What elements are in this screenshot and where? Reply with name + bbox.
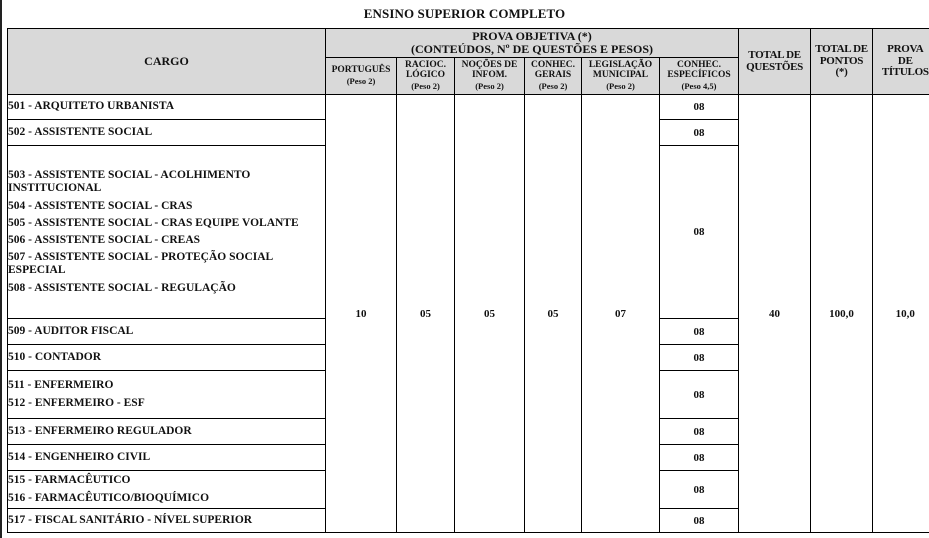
- especificos-value: 08: [660, 319, 739, 345]
- table-title: ENSINO SUPERIOR COMPLETO: [363, 6, 566, 21]
- header-prova-titulos: PROVA DE TÍTULOS: [873, 29, 929, 95]
- cargo-cell: 514 - ENGENHEIRO CIVIL: [8, 445, 326, 471]
- header-legislacao-municipal: LEGISLAÇÃO MUNICIPAL (Peso 2): [582, 58, 660, 95]
- prova-objetiva-subtitle: (CONTEÚDOS, Nº DE QUESTÕES E PESOS): [411, 42, 654, 56]
- cargo-cell: 501 - ARQUITETO URBANISTA: [8, 95, 326, 120]
- header-total-questoes: TOTAL DE QUESTÕES: [739, 29, 811, 95]
- especificos-value: 08: [660, 419, 739, 445]
- especificos-value: 08: [660, 371, 739, 419]
- cargo-cell: 503 - ASSISTENTE SOCIAL - ACOLHIMENTO INSTITUCIONAL 504 - ASSISTENTE SOCIAL - CRAS 505 - ASSISTENTE SOCIAL - CRAS EQUIPE VOLANTE 506 - ASSISTENTE SOCIAL - CREAS 507 - ASSISTENTE SOCIAL - PROTEÇÃO SOCIAL ESPECIAL 508 - ASSISTENTE SOCIAL - REGULAÇÃO: [8, 146, 326, 319]
- header-prova-objetiva: [326, 29, 739, 58]
- total-pontos-value: 100,0: [811, 95, 873, 533]
- cargo-cell: 509 - AUDITOR FISCAL: [8, 319, 326, 345]
- especificos-value: 08: [660, 509, 739, 533]
- header-conhecimentos-gerais: CONHEC. GERAIS (Peso 2): [525, 58, 582, 95]
- prova-titulos-value: 10,0: [873, 95, 929, 533]
- total-questoes-value: 40: [739, 95, 811, 533]
- especificos-value: 08: [660, 471, 739, 509]
- cargo-cell: 517 - FISCAL SANITÁRIO - NÍVEL SUPERIOR: [8, 509, 326, 533]
- header-portugues: PORTUGUÊS (Peso 2): [326, 58, 397, 95]
- header-raciocinio-logico: RACIOC. LÓGICO (Peso 2): [397, 58, 455, 95]
- especificos-value: 08: [660, 120, 739, 146]
- nocoes-informatica-value: 05: [455, 95, 525, 533]
- prova-objetiva-title: PROVA OBJETIVA (*): [472, 29, 592, 44]
- table-row: [8, 95, 929, 120]
- page-edge-bar: [0, 0, 2, 538]
- header-cargo: CARGO: [8, 29, 326, 95]
- portugues-value: 10: [326, 95, 397, 533]
- especificos-value: 08: [660, 95, 739, 120]
- header-total-pontos: TOTAL DE PONTOS (*): [811, 29, 873, 95]
- especificos-value: 08: [660, 445, 739, 471]
- cargo-cell: 511 - ENFERMEIRO 512 - ENFERMEIRO - ESF: [8, 371, 326, 419]
- conhecimentos-gerais-value: 05: [525, 95, 582, 533]
- cargo-cell: 515 - FARMACÊUTICO 516 - FARMACÊUTICO/BIOQUÍMICO: [8, 471, 326, 509]
- header-nocoes-informatica: NOÇÕES DE INFOM. (Peso 2): [455, 58, 525, 95]
- cargo-cell: 513 - ENFERMEIRO REGULADOR: [8, 419, 326, 445]
- cargo-cell: 510 - CONTADOR: [8, 345, 326, 371]
- especificos-value: 08: [660, 345, 739, 371]
- cargo-cell: 502 - ASSISTENTE SOCIAL: [8, 120, 326, 146]
- legislacao-municipal-value: 07: [582, 95, 660, 533]
- header-conhecimentos-especificos: CONHEC. ESPECÍFICOS (Peso 4,5): [660, 58, 739, 95]
- exam-table: [7, 28, 929, 533]
- raciocinio-logico-value: 05: [397, 95, 455, 533]
- especificos-value: 08: [660, 146, 739, 319]
